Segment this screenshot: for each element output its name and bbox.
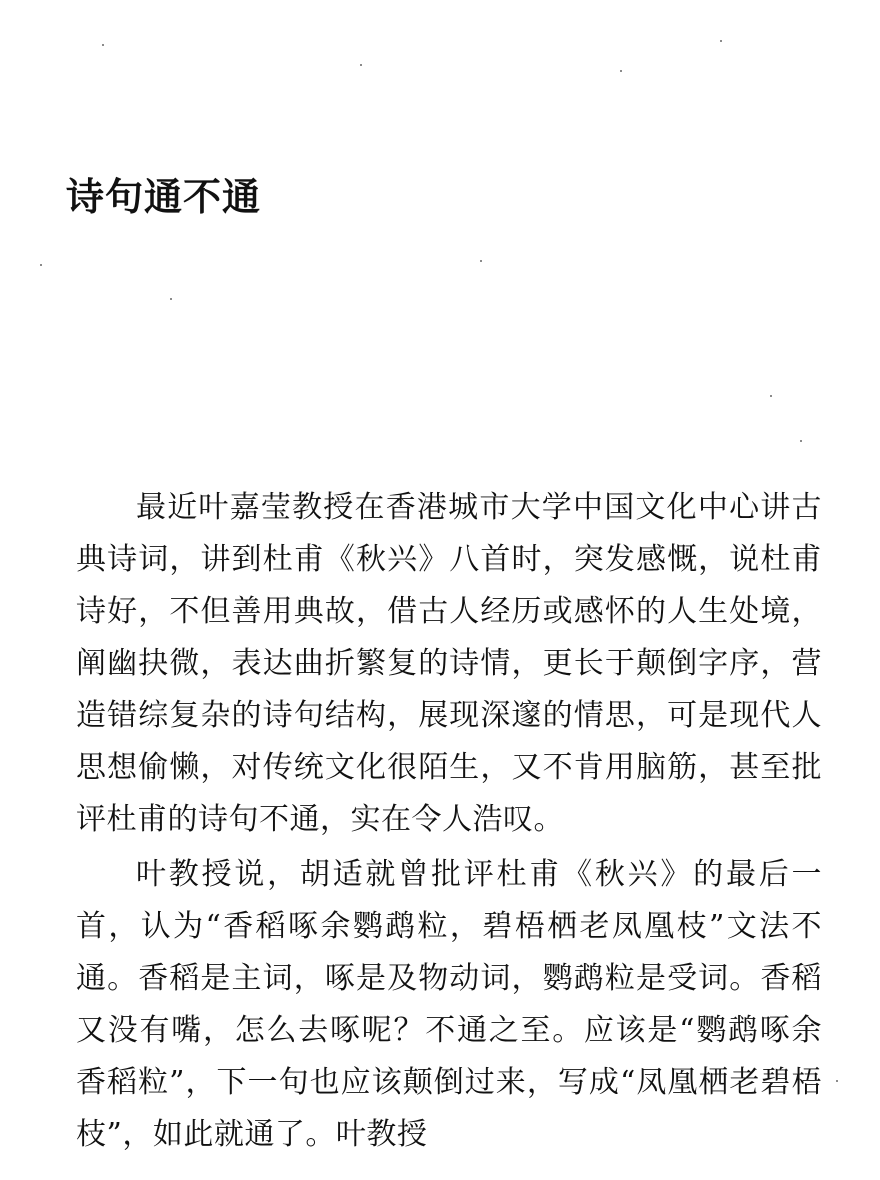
scan-speck [836, 1080, 838, 1082]
article-title: 诗句通不通 [66, 175, 262, 219]
scan-speck [720, 40, 722, 42]
scan-speck [770, 395, 772, 397]
scan-speck [480, 260, 482, 262]
scan-speck [360, 64, 362, 66]
scan-speck [40, 264, 42, 266]
scan-speck [170, 298, 172, 300]
article-body [76, 482, 822, 1161]
paragraph-2: 叶教授说，胡适就曾批评杜甫《秋兴》的最后一首，认为“香稻啄余鹦鹉粒，碧梧栖老凤凰枝”文法不通。香稻是主词，啄是及物动词，鹦鹉粒是受词。香稻又没有嘴，怎么去啄呢？不通之至。应该是“鹦鹉啄余香稻粒”，下一句也应该颠倒过来，写成“凤凰栖老碧梧枝”，如此就通了。叶教授 [76, 857, 822, 1152]
scan-speck [620, 70, 622, 72]
scan-speck [800, 440, 802, 442]
paragraph-1: 最近叶嘉莹教授在香港城市大学中国文化中心讲古典诗词，讲到杜甫《秋兴》八首时，突发感慨，说杜甫诗好，不但善用典故，借古人经历或感怀的人生处境，阐幽抉微，表达曲折繁复的诗情，更长于颠倒字序，营造错综复杂的诗句结构，展现深邃的情思，可是现代人思想偷懒，对传统文化很陌生，又不肯用脑筋，甚至批评杜甫的诗句不通，实在令人浩叹。 [76, 490, 822, 837]
scan-speck [102, 44, 104, 46]
